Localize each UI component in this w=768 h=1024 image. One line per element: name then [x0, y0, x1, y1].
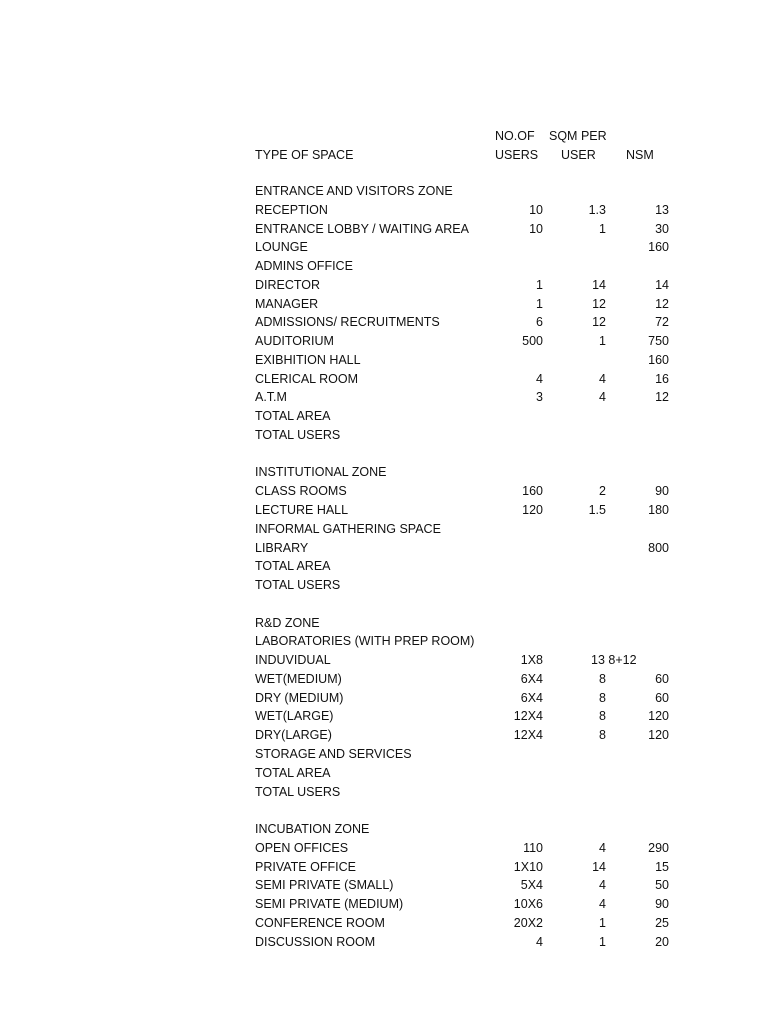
cell-nsm: 13 [655, 202, 669, 217]
header-users-line1: NO.OF [495, 129, 535, 143]
cell-type-of-space: CLASS ROOMS [255, 484, 347, 499]
table-row [0, 670, 768, 689]
table-row [0, 764, 768, 783]
cell-no-of-users: 20X2 [513, 915, 543, 930]
cell-no-of-users: 1X8 [520, 653, 543, 668]
cell-sqm-per-user: 8 [599, 671, 606, 686]
cell-type-of-space: INDUVIDUAL [255, 653, 331, 668]
table-row [0, 876, 768, 895]
table-row [0, 257, 768, 276]
cell-sqm-per-user: 8 [599, 709, 606, 724]
table-row [0, 295, 768, 314]
cell-type-of-space: TOTAL AREA [255, 765, 331, 780]
table-row [0, 351, 768, 370]
cell-type-of-space: LIBRARY [255, 540, 309, 555]
header-sqm-line2: USER [561, 148, 596, 162]
cell-type-of-space: SEMI PRIVATE (MEDIUM) [255, 897, 404, 912]
cell-nsm: 72 [655, 315, 669, 330]
cell-sqm-per-user: 12 [592, 296, 606, 311]
table-row [0, 557, 768, 576]
table-row [0, 651, 768, 670]
table-row [0, 632, 768, 651]
cell-no-of-users: 6 [536, 315, 543, 330]
cell-no-of-users: 10X6 [513, 897, 543, 912]
cell-no-of-users: 6X4 [520, 690, 543, 705]
cell-type-of-space: CONFERENCE ROOM [255, 915, 385, 930]
cell-nsm: 50 [655, 878, 669, 893]
cell-type-of-space: ADMISSIONS/ RECRUITMENTS [255, 315, 440, 330]
cell-no-of-users: 10 [529, 221, 543, 236]
cell-no-of-users: 120 [522, 503, 543, 518]
cell-nsm: 290 [648, 840, 669, 855]
cell-type-of-space: TOTAL AREA [255, 409, 331, 424]
cell-no-of-users: 1 [536, 277, 543, 292]
cell-nsm: 160 [648, 352, 669, 367]
cell-sqm-per-user: 4 [599, 390, 606, 405]
table-row [0, 895, 768, 914]
table-row [0, 783, 768, 802]
cell-type-of-space: INCUBATION ZONE [255, 822, 370, 837]
table-row [0, 445, 768, 464]
table-row [0, 595, 768, 614]
table-header [0, 127, 768, 165]
cell-type-of-space: DRY (MEDIUM) [255, 690, 344, 705]
cell-nsm: 14 [655, 277, 669, 292]
cell-type-of-space: WET(MEDIUM) [255, 671, 342, 686]
table-row [0, 407, 768, 426]
table-row [0, 858, 768, 877]
cell-sqm-per-user: 1.5 [588, 503, 606, 518]
cell-type-of-space: INSTITUTIONAL ZONE [255, 465, 387, 480]
table-row [0, 614, 768, 633]
table-row [0, 501, 768, 520]
cell-type-of-space: TOTAL USERS [255, 784, 341, 799]
table-body [0, 182, 768, 951]
cell-type-of-space: A.T.M [255, 390, 287, 405]
cell-nsm: 800 [648, 540, 669, 555]
cell-type-of-space: RECEPTION [255, 202, 328, 217]
cell-type-of-space: ADMINS OFFICE [255, 259, 353, 274]
cell-no-of-users: 110 [523, 840, 543, 855]
cell-no-of-users: 12X4 [513, 728, 543, 743]
cell-type-of-space: R&D ZONE [255, 615, 320, 630]
cell-type-of-space: INFORMAL GATHERING SPACE [255, 521, 441, 536]
cell-no-of-users: 1X10 [513, 859, 543, 874]
cell-sqm-per-user: 14 [592, 277, 606, 292]
cell-nsm: 180 [648, 503, 669, 518]
table-row [0, 576, 768, 595]
cell-nsm: 16 [655, 371, 669, 386]
cell-nsm: 12 [655, 296, 669, 311]
cell-sqm-per-user: 1 [599, 334, 606, 349]
cell-nsm: 30 [655, 221, 669, 236]
cell-type-of-space: TOTAL USERS [255, 427, 341, 442]
table-row [0, 689, 768, 708]
cell-type-of-space: ENTRANCE AND VISITORS ZONE [255, 184, 453, 198]
table-row [0, 801, 768, 820]
cell-nsm: 90 [655, 897, 669, 912]
cell-sqm-per-user: 13 8+12 [591, 653, 637, 668]
cell-sqm-per-user: 4 [599, 878, 606, 893]
cell-type-of-space: EXIBHITION HALL [255, 352, 361, 367]
table-row [0, 745, 768, 764]
cell-sqm-per-user: 4 [599, 371, 606, 386]
cell-no-of-users: 6X4 [520, 671, 543, 686]
table-row [0, 520, 768, 539]
cell-type-of-space: STORAGE AND SERVICES [255, 746, 412, 761]
cell-type-of-space: DISCUSSION ROOM [255, 934, 376, 949]
cell-sqm-per-user: 1 [599, 934, 606, 949]
table-row [0, 707, 768, 726]
table-row [0, 332, 768, 351]
cell-type-of-space: ENTRANCE LOBBY / WAITING AREA [255, 221, 469, 236]
cell-type-of-space: WET(LARGE) [255, 709, 334, 724]
cell-no-of-users: 12X4 [513, 709, 543, 724]
cell-no-of-users: 10 [529, 202, 543, 217]
cell-no-of-users: 4 [536, 934, 543, 949]
cell-no-of-users: 4 [536, 371, 543, 386]
table-row [0, 388, 768, 407]
cell-type-of-space: AUDITORIUM [255, 334, 334, 349]
header-users-line2: USERS [495, 148, 539, 162]
cell-nsm: 750 [648, 334, 669, 349]
cell-nsm: 60 [655, 690, 669, 705]
table-row [0, 426, 768, 445]
cell-sqm-per-user: 12 [592, 315, 606, 330]
table-row [0, 839, 768, 858]
cell-type-of-space: LECTURE HALL [255, 503, 349, 518]
table-row [0, 182, 768, 201]
table-row [0, 370, 768, 389]
cell-nsm: 120 [648, 709, 669, 724]
table-row [0, 276, 768, 295]
cell-type-of-space: LABORATORIES (WITH PREP ROOM) [255, 634, 475, 649]
cell-sqm-per-user: 1 [599, 221, 606, 236]
cell-sqm-per-user: 14 [592, 859, 606, 874]
cell-nsm: 120 [648, 728, 669, 743]
cell-nsm: 160 [648, 240, 669, 255]
cell-no-of-users: 3 [536, 390, 543, 405]
cell-nsm: 90 [655, 484, 669, 499]
cell-type-of-space: TOTAL USERS [255, 578, 341, 593]
table-row [0, 482, 768, 501]
cell-nsm: 60 [655, 671, 669, 686]
header-sqm-line1: SQM PER [549, 129, 607, 143]
header-type-of-space: TYPE OF SPACE [255, 148, 354, 162]
cell-nsm: 25 [655, 915, 669, 930]
cell-sqm-per-user: 2 [599, 484, 606, 499]
cell-no-of-users: 5X4 [520, 878, 543, 893]
table-row [0, 726, 768, 745]
cell-type-of-space: CLERICAL ROOM [255, 371, 359, 386]
table-row [0, 463, 768, 482]
table-row [0, 313, 768, 332]
cell-no-of-users: 1 [536, 296, 543, 311]
cell-sqm-per-user: 8 [599, 728, 606, 743]
cell-type-of-space: MANAGER [255, 296, 319, 311]
cell-no-of-users: 500 [522, 334, 543, 349]
cell-nsm: 15 [655, 859, 669, 874]
table-row [0, 220, 768, 239]
cell-type-of-space: SEMI PRIVATE (SMALL) [255, 878, 394, 893]
table-row [0, 914, 768, 933]
cell-type-of-space: DIRECTOR [255, 277, 321, 292]
cell-type-of-space: PRIVATE OFFICE [255, 859, 356, 874]
cell-nsm: 20 [655, 934, 669, 949]
cell-no-of-users: 160 [522, 484, 543, 499]
table-row [0, 539, 768, 558]
cell-sqm-per-user: 8 [599, 690, 606, 705]
table-row [0, 238, 768, 257]
cell-sqm-per-user: 4 [599, 840, 606, 855]
cell-sqm-per-user: 4 [599, 897, 606, 912]
cell-type-of-space: LOUNGE [255, 240, 308, 255]
cell-type-of-space: OPEN OFFICES [255, 840, 349, 855]
cell-nsm: 12 [655, 390, 669, 405]
header-nsm: NSM [626, 148, 654, 162]
cell-sqm-per-user: 1 [599, 915, 606, 930]
table-row [0, 820, 768, 839]
cell-sqm-per-user: 1.3 [588, 202, 606, 217]
table-row [0, 933, 768, 952]
cell-type-of-space: DRY(LARGE) [255, 728, 332, 743]
table-row [0, 201, 768, 220]
cell-type-of-space: TOTAL AREA [255, 559, 331, 574]
